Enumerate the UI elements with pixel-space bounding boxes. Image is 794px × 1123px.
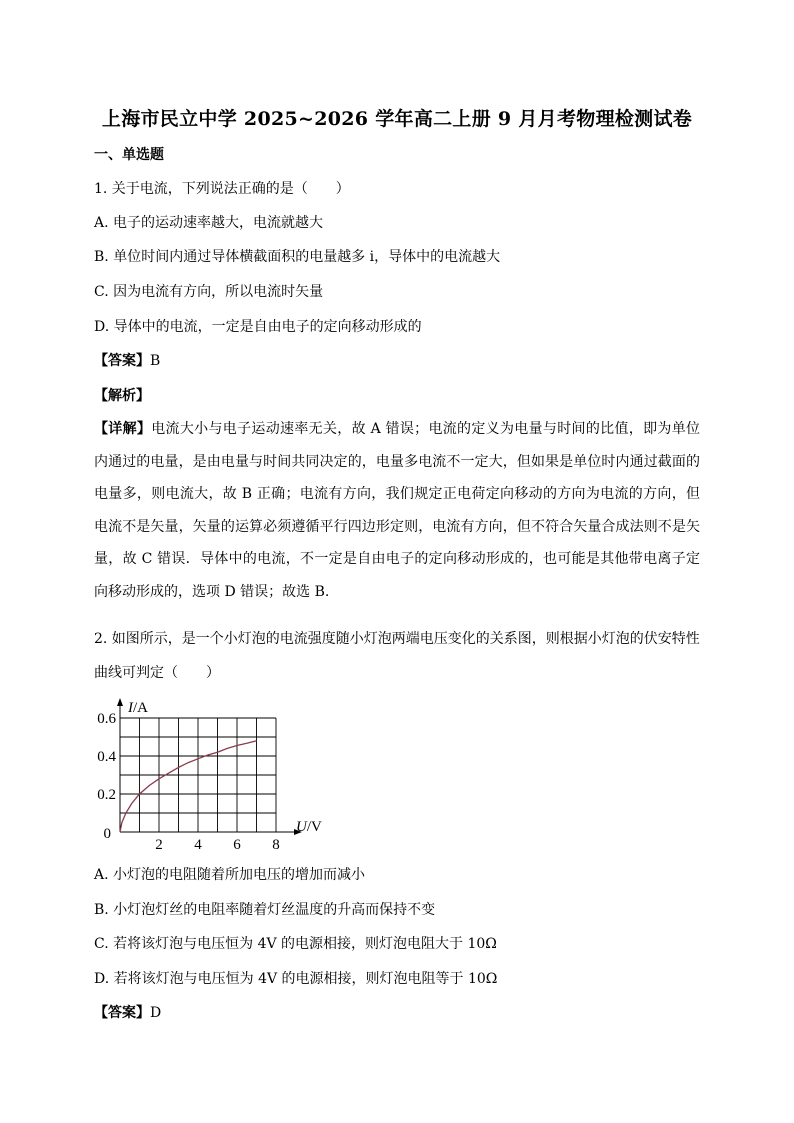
- question-1-option-c: C. 因为电流有方向，所以电流时矢量: [94, 284, 324, 300]
- question-2-option-d: D. 若将该灯泡与电压恒为 4V 的电源相接，则灯泡电阻等于 10Ω: [94, 971, 498, 987]
- x-tick-label: 2: [155, 837, 163, 853]
- question-2-stem-line-1: 2. 如图所示，是一个小灯泡的电流强度随小灯泡两端电压变化的关系图，则根据小灯泡的伏安特性: [94, 631, 700, 647]
- y-axis-label: I/A: [128, 700, 148, 716]
- section-heading: 一、单选题: [94, 147, 164, 163]
- question-2-stem-line-2: 曲线可判定（ ）: [94, 665, 220, 681]
- origin-label: 0: [103, 826, 111, 842]
- page-title: 上海市民立中学 2025~2026 学年高二上册 9 月月考物理检测试卷: [101, 108, 693, 130]
- y-tick-label: 0.2: [97, 787, 116, 803]
- iv-chart: [94, 696, 354, 856]
- question-1-stem: 1. 关于电流，下列说法正确的是（ ）: [94, 181, 350, 197]
- x-tick-label: 4: [194, 837, 202, 853]
- question-1-answer: [94, 352, 160, 370]
- x-tick-label: 8: [272, 837, 280, 853]
- y-tick-label: 0.6: [97, 711, 116, 727]
- question-1-option-d: D. 导体中的电流，一定是自由电子的定向移动形成的: [94, 319, 422, 335]
- detail-text: 电流大小与电子运动速率无关，故 A 错误；电流的定义为电量与时间的比值，即为单位内通过的电量，是由电量与时间共同决定的，电量多电流不一定大，但如果是单位时内通过截面的电量多，则电流大，故 B 正确；电流有方向，我们规定正电荷定向移动的方向为电流的方向，但电流不是矢量，矢量的运算必须遵循平行四边形定则，电流有方向，但不符合矢量合成法则不是矢量，故 C 错误．导体中的电流，不一定是自由电子的定向移动形成的，也可能是其他带电离子定向移动形成的，选项 D 错误；故选 B.: [94, 421, 701, 600]
- question-2-option-c: C. 若将该灯泡与电压恒为 4V 的电源相接，则灯泡电阻大于 10Ω: [94, 936, 497, 952]
- x-tick-label: 6: [233, 837, 241, 853]
- answer-value: D: [150, 1005, 162, 1021]
- chart-grid: [120, 718, 276, 832]
- answer-value: B: [150, 353, 161, 369]
- y-axis-arrow-icon: [117, 698, 123, 706]
- question-2-option-b: B. 小灯泡灯丝的电阻率随着灯丝温度的升高而保持不变: [94, 902, 436, 918]
- question-2-option-a: A. 小灯泡的电阻随着所加电压的增加而减小: [94, 867, 366, 883]
- question-1-detail: [94, 413, 700, 609]
- y-tick-label: 0.4: [97, 749, 116, 765]
- chart-axes: [117, 698, 302, 835]
- answer-tag: 【答案】: [94, 353, 150, 369]
- iv-curve-figure: [94, 696, 354, 856]
- iv-curve-line: [120, 741, 257, 832]
- answer-tag: 【答案】: [94, 1005, 150, 1021]
- question-1-analysis-tag: 【解析】: [94, 388, 150, 404]
- question-2-answer: [94, 1004, 161, 1022]
- question-1-option-b: B. 单位时间内通过导体横截面积的电量越多 i，导体中的电流越大: [94, 249, 501, 265]
- x-axis-label: U/V: [296, 819, 322, 835]
- question-1-option-a: A. 电子的运动速率越大，电流就越大: [94, 215, 324, 231]
- detail-tag: 【详解】: [94, 421, 152, 437]
